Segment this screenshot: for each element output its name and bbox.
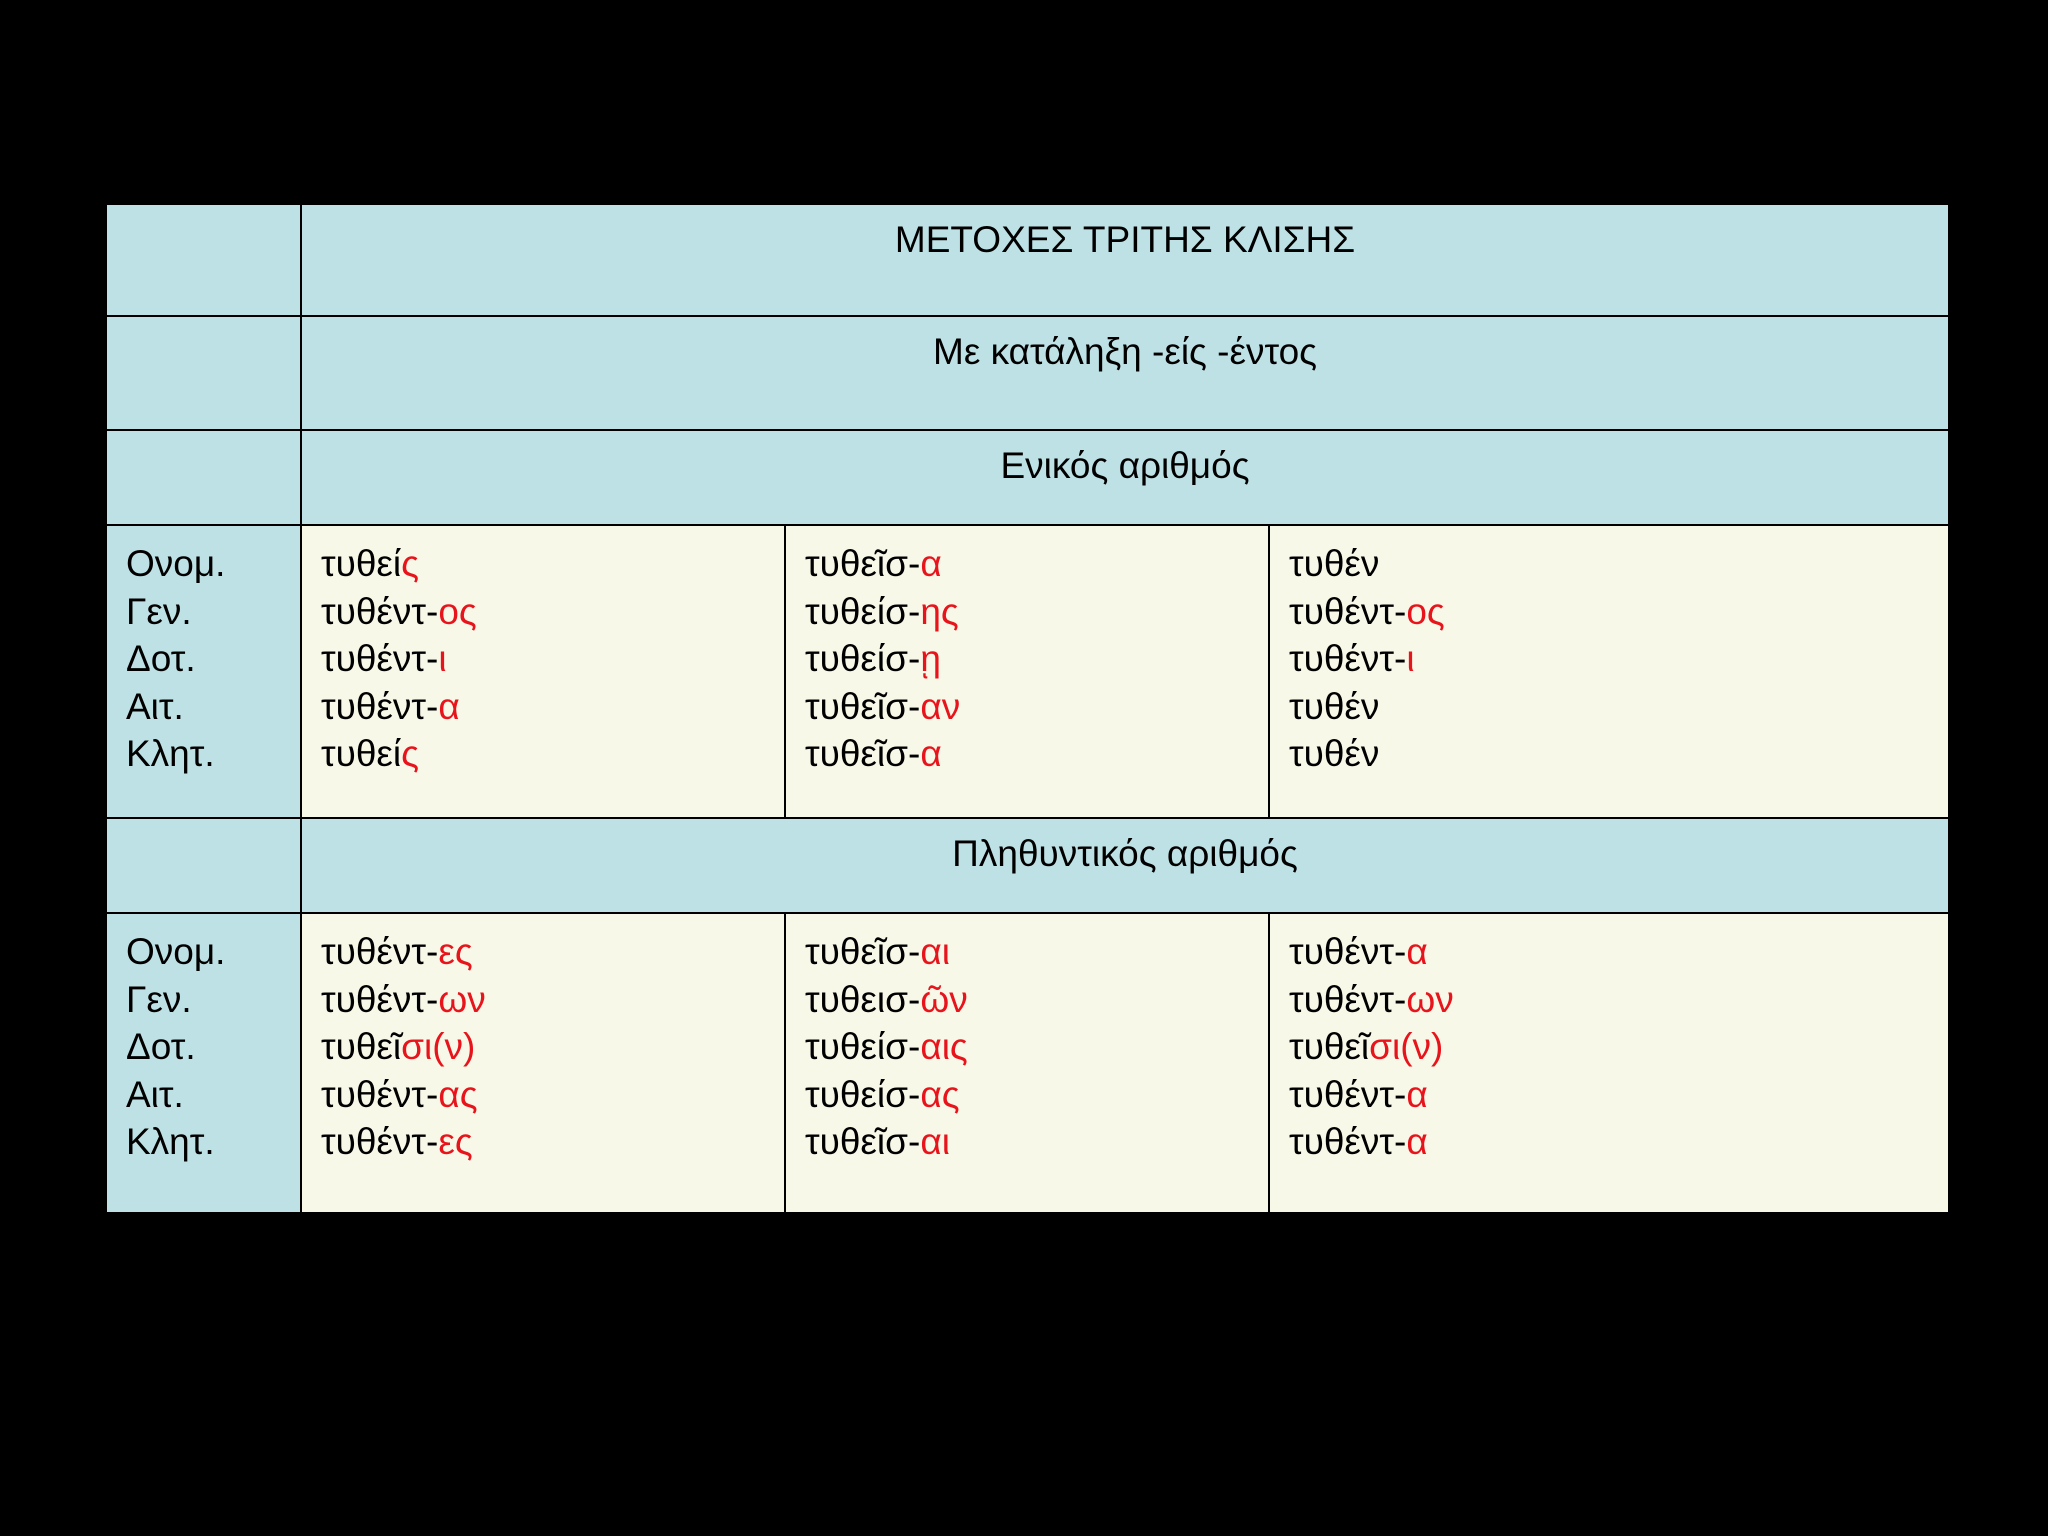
word-ending: ος [438,590,477,632]
plural-header: Πληθυντικός αριθμός [952,833,1298,874]
form-cell [301,525,785,818]
singular-header: Ενικός αριθμός [1000,445,1250,486]
word-form [1289,635,1948,683]
word-form [805,928,1268,976]
case-label: Ονομ. [126,543,226,584]
word-ending: αι [920,1121,950,1162]
word-stem: τυθέντ- [1289,978,1407,1020]
form-cell [785,525,1269,818]
word-stem: τυθεί [321,543,402,584]
word-stem: τυθεῖ [321,1026,402,1067]
corner-cell [106,430,301,525]
ending-cell [301,316,1949,430]
word-stem: τυθέντ- [321,685,439,727]
word-stem: τυθέντ- [1289,590,1407,632]
masculine-singular-forms [302,526,784,778]
word-ending: ες [438,931,473,972]
word-ending: ης [920,590,959,632]
word-form [805,1118,1268,1166]
word-stem: τυθέν [1289,733,1380,774]
title-row [106,204,1949,316]
word-form [1289,540,1948,588]
word-stem: τυθεῖσ- [805,543,921,584]
word-form [805,1023,1268,1071]
case-label: Κλητ. [126,733,215,774]
word-ending: αις [920,1026,968,1067]
word-form [805,635,1268,683]
neuter-plural-forms [1270,914,1948,1166]
word-ending: ων [438,978,486,1020]
word-form [1289,976,1948,1024]
word-form [805,730,1268,778]
word-form [805,540,1268,588]
word-stem: τυθέντ- [321,931,439,972]
word-stem: τυθέντ- [321,978,439,1020]
word-form [805,1071,1268,1119]
case-label: Γεν. [126,590,192,632]
form-cell [785,913,1269,1213]
singular-forms-row [106,525,1949,818]
feminine-singular-forms [786,526,1268,778]
word-stem: τυθείσ- [805,638,921,679]
case-label: Ονομ. [126,931,226,972]
word-form [321,635,784,683]
plural-header-cell [301,818,1949,913]
form-cell [301,913,785,1213]
word-form [805,683,1268,731]
word-form [321,928,784,976]
word-ending: ος [1406,590,1445,632]
singular-header-row [106,430,1949,525]
case-labels [107,914,300,1166]
feminine-plural-forms [786,914,1268,1166]
ending-row [106,316,1949,430]
word-form [321,1071,784,1119]
word-ending: α [1406,1073,1428,1115]
word-stem: τυθέντ- [321,1073,439,1115]
word-stem: τυθεῖσ- [805,685,921,727]
word-form [1289,1071,1948,1119]
case-label: Δοτ. [126,638,196,679]
word-ending: ῃ [920,638,941,679]
neuter-singular-forms [1270,526,1948,778]
word-ending: ας [920,1073,960,1115]
word-stem: τυθεισ- [805,978,921,1020]
word-ending: α [920,733,942,774]
word-stem: τυθεί [321,733,402,774]
word-stem: τυθεῖσ- [805,1121,921,1162]
masculine-plural-forms [302,914,784,1166]
word-ending: σι(ν) [401,1026,476,1067]
word-ending: αι [920,931,950,972]
word-form [1289,730,1948,778]
word-ending: ων [1406,978,1454,1020]
corner-cell [106,204,301,316]
word-stem: τυθείσ- [805,1073,921,1115]
form-cell [1269,913,1949,1213]
word-form [805,588,1268,636]
case-labels-cell [106,913,301,1213]
word-stem: τυθέν [1289,543,1380,584]
case-label: Γεν. [126,978,192,1020]
word-ending: ας [438,1073,478,1115]
word-stem: τυθεῖσ- [805,931,921,972]
word-ending: α [1406,1121,1428,1162]
table-title: ΜΕΤΟΧΕΣ ΤΡΙΤΗΣ ΚΛΙΣΗΣ [894,219,1356,260]
word-stem: τυθεῖ [1289,1026,1370,1067]
word-form [321,540,784,588]
title-cell [301,204,1949,316]
word-form [321,683,784,731]
ending-header: Με κατάληξη -είς -έντος [933,331,1317,372]
word-form [321,588,784,636]
word-form [321,730,784,778]
word-stem: τυθέντ- [1289,1073,1407,1115]
word-ending: αν [920,685,961,727]
corner-cell [106,316,301,430]
word-stem: τυθέν [1289,685,1380,727]
word-stem: τυθείσ- [805,590,921,632]
word-form [805,976,1268,1024]
corner-cell [106,818,301,913]
word-form [321,976,784,1024]
word-stem: τυθέντ- [1289,931,1407,972]
declension-table [105,203,1950,1214]
case-label: Αιτ. [126,1073,184,1115]
singular-header-cell [301,430,1949,525]
word-stem: τυθέντ- [321,1121,439,1162]
word-stem: τυθέντ- [1289,638,1407,679]
word-stem: τυθέντ- [1289,1121,1407,1162]
word-ending: ς [401,543,419,584]
case-label: Αιτ. [126,685,184,727]
word-ending: α [920,543,942,584]
word-stem: τυθέντ- [321,590,439,632]
word-ending: σι(ν) [1369,1026,1444,1067]
word-form [1289,683,1948,731]
word-form [1289,1023,1948,1071]
word-ending: ι [438,638,447,679]
word-ending: ς [401,733,419,774]
word-form [321,1023,784,1071]
word-stem: τυθεῖσ- [805,733,921,774]
word-form [1289,928,1948,976]
word-form [1289,588,1948,636]
word-form [1289,1118,1948,1166]
word-form [321,1118,784,1166]
word-ending: ῶν [920,978,968,1020]
word-stem: τυθείσ- [805,1026,921,1067]
case-labels [107,526,300,778]
case-label: Κλητ. [126,1121,215,1162]
plural-forms-row [106,913,1949,1213]
case-label: Δοτ. [126,1026,196,1067]
word-ending: α [438,685,460,727]
word-ending: ες [438,1121,473,1162]
word-stem: τυθέντ- [321,638,439,679]
case-labels-cell [106,525,301,818]
form-cell [1269,525,1949,818]
plural-header-row [106,818,1949,913]
word-ending: α [1406,931,1428,972]
word-ending: ι [1406,638,1415,679]
